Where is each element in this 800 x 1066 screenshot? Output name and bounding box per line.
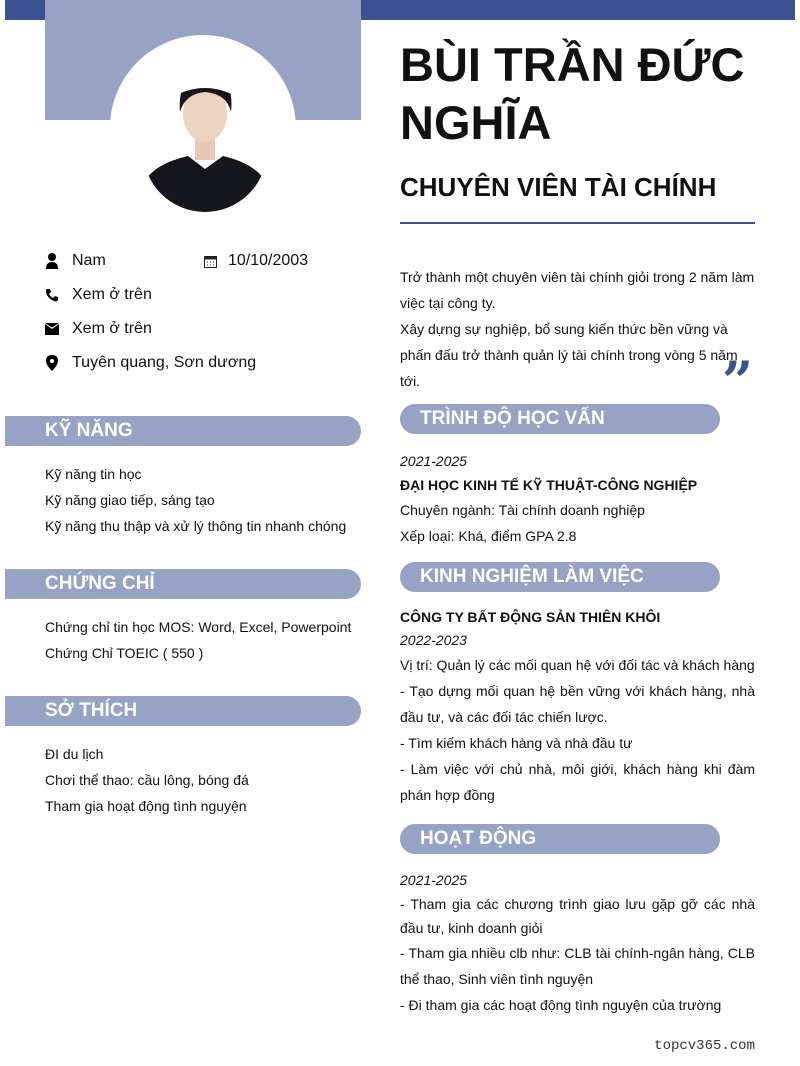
email-value: Xem ở trên — [72, 320, 152, 337]
education-school: ĐẠI HỌC KINH TẾ KỸ THUẬT-CÔNG NGHIỆP — [400, 477, 698, 493]
profile-photo — [143, 64, 267, 212]
education-period: 2021-2025 — [400, 453, 467, 469]
education-heading: TRÌNH ĐỘ HỌC VẤN — [400, 404, 720, 434]
certificate-item: Chứng Chỉ TOEIC ( 550 ) — [45, 645, 204, 661]
gender-value: Nam — [72, 252, 106, 269]
calendar-icon — [203, 253, 217, 269]
activities-heading: HOẠT ĐỘNG — [400, 824, 720, 854]
skill-item: Kỹ năng thu thập và xử lý thông tin nhanh chóng — [45, 518, 347, 534]
phone-value: Xem ở trên — [72, 286, 152, 303]
phone-row — [45, 285, 152, 305]
full-name: BÙI TRẦN ĐỨC NGHĨA — [400, 38, 745, 149]
hobby-item: Tham gia hoạt động tình nguyện — [45, 798, 247, 814]
experience-heading: KINH NGHIỆM LÀM VIỆC — [400, 562, 720, 592]
experience-item: - Tạo dựng mối quan hệ bền vững với khách hàng, nhà đầu tư, và các đối tác chiến lược. — [400, 683, 755, 725]
objective-line: Xây dựng sự nghiệp, bổ sung kiến thức bền vững và phấn đấu trở thành quản lý tài chính trong vòng 5 năm tới. — [400, 321, 738, 389]
education-section — [400, 449, 755, 549]
hobby-item: ĐI du lịch — [45, 746, 104, 762]
person-icon — [45, 253, 59, 269]
envelope-icon — [45, 321, 59, 337]
skills-heading: KỸ NĂNG — [5, 416, 361, 446]
certificates-heading: CHỨNG CHỈ — [5, 569, 361, 599]
birthday-row — [203, 251, 308, 271]
education-major: Chuyên ngành: Tài chính doanh nghiệp — [400, 502, 645, 518]
education-grade: Xếp loại: Khá, điểm GPA 2.8 — [400, 528, 577, 544]
activities-period: 2021-2025 — [400, 872, 467, 888]
career-objective — [400, 264, 755, 394]
address-value: Tuyên quang, Sơn dương — [72, 354, 257, 371]
certificate-item: Chứng chỉ tin học MOS: Word, Excel, Powerpoint — [45, 619, 352, 635]
quote-icon: ” — [722, 349, 754, 413]
skills-list — [45, 461, 361, 539]
hobby-item: Chơi thể thao: cầu lông, bóng đá — [45, 772, 249, 788]
experience-item: - Làm việc với chủ nhà, môi giới, khách hàng khi đàm phán hợp đồng — [400, 761, 755, 803]
gender-row — [45, 251, 106, 271]
activity-item: - Tham gia các chương trình giao lưu gặp gỡ các nhà đầu tư, kinh doanh giỏi — [400, 896, 755, 936]
hobbies-list — [45, 741, 361, 819]
map-pin-icon — [45, 355, 59, 371]
skill-item: Kỹ năng giao tiếp, sáng tạo — [45, 492, 215, 508]
experience-section — [400, 606, 755, 808]
birthday-value: 10/10/2003 — [228, 252, 309, 269]
activities-section — [400, 868, 755, 1018]
activity-item: - Đi tham gia các hoạt động tình nguyện của trường — [400, 997, 722, 1013]
experience-position: Vị trí: Quản lý các mối quan hệ với đối tác và khách hàng — [400, 657, 755, 673]
phone-icon — [45, 287, 59, 303]
experience-item: - Tìm kiếm khách hàng và nhà đầu tư — [400, 735, 633, 751]
job-title: CHUYÊN VIÊN TÀI CHÍNH — [400, 172, 717, 202]
footer-watermark: topcv365.com — [654, 1038, 755, 1054]
title-divider — [400, 222, 755, 224]
experience-company: CÔNG TY BẤT ĐỘNG SẢN THIÊN KHÔI — [400, 609, 661, 625]
objective-line: Trở thành một chuyên viên tài chính giỏi trong 2 năm làm việc tại công ty. — [400, 269, 755, 311]
certificates-list — [45, 614, 361, 666]
hobbies-heading: SỞ THÍCH — [5, 696, 361, 726]
experience-period: 2022-2023 — [400, 632, 467, 648]
activity-item: - Tham gia nhiều clb như: CLB tài chính-ngân hàng, CLB thể thao, Sinh viên tình nguyện — [400, 945, 755, 987]
skill-item: Kỹ năng tin học — [45, 466, 142, 482]
email-row — [45, 319, 152, 339]
address-row — [45, 353, 256, 373]
